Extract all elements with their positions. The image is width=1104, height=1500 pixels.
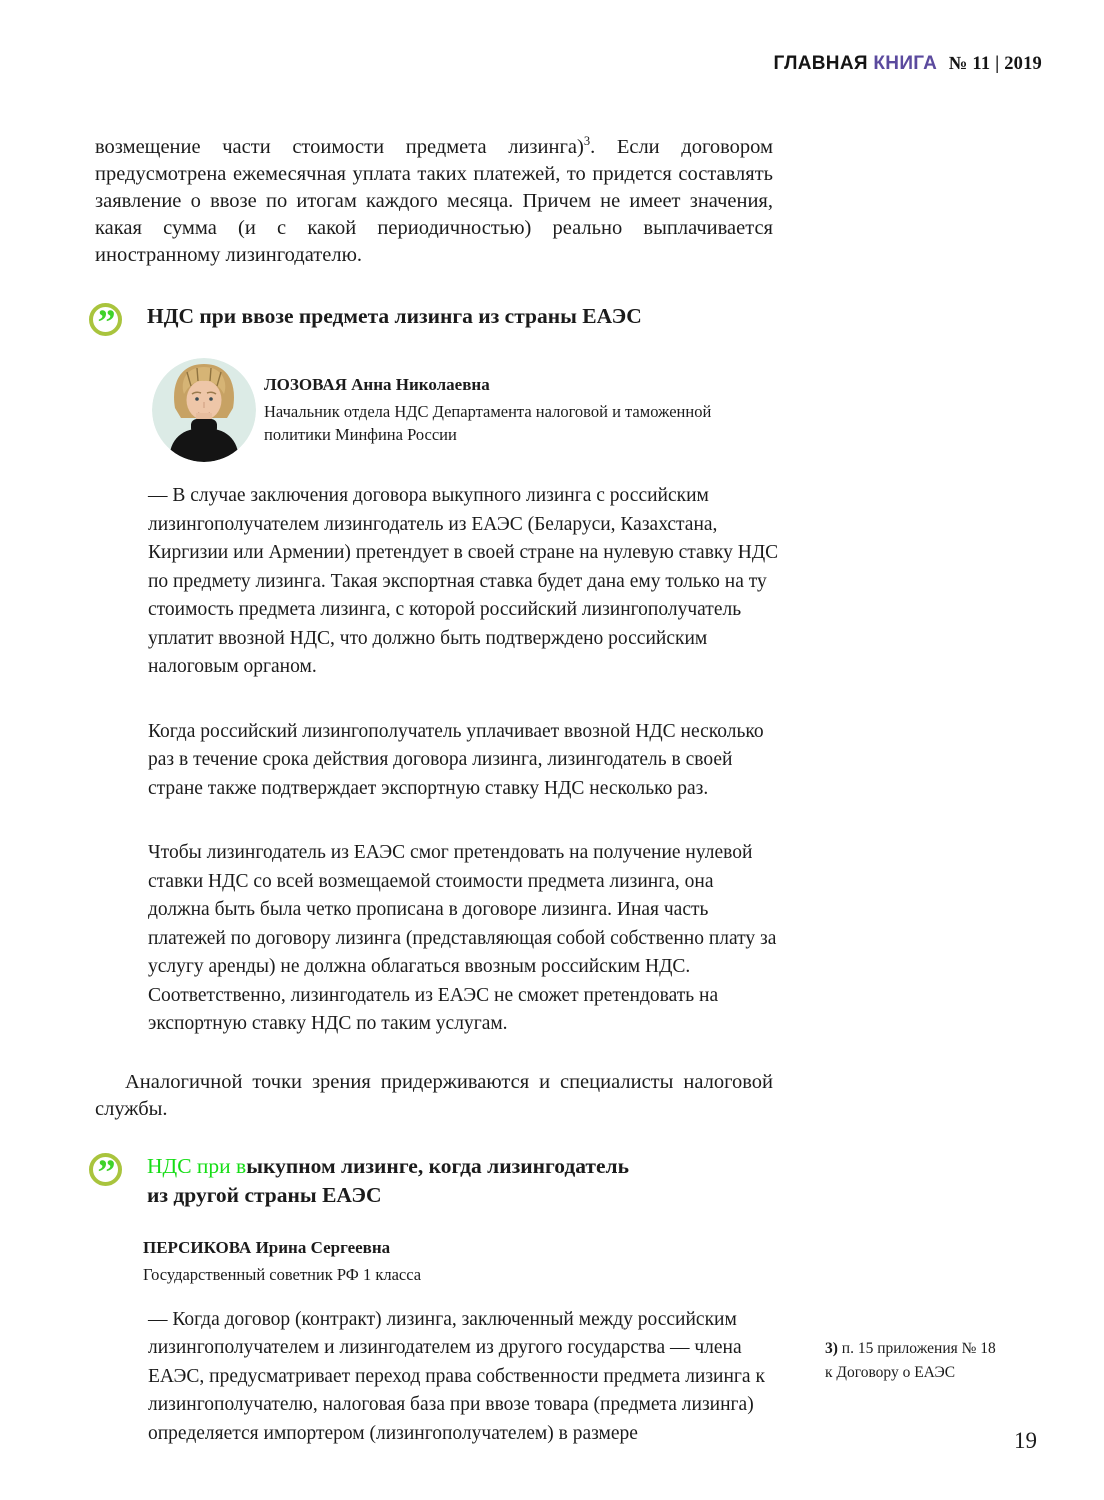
- quote-icon: [89, 303, 122, 336]
- footnote-line2: к Договору о ЕАЭС: [825, 1364, 956, 1381]
- author-info: [264, 358, 769, 462]
- main-column: [95, 134, 779, 1448]
- footnote-line1: п. 15 приложения № 18: [841, 1340, 996, 1357]
- author-name: ЛОЗОВАЯ Анна Николаевна: [264, 375, 490, 394]
- quote1-paragraph-3: Чтобы лизингодатель из ЕАЭС смог претендовать на получение нулевой ставки НДС со всей возмещаемой стоимости предмета лизинга, она должна быть была четко прописана в договоре лизинга. Иная часть платежей по договору лизинга (представляющая собой собственно плату за услугу аренды) не должна облагаться ввозным российским НДС. Соответственно, лизингодатель из ЕАЭС не сможет претендовать на экспортную ставку НДС по таким услугам.: [148, 842, 777, 1034]
- quote2-title-rest-line1: ыкупном лизинге, когда лизингодатель: [246, 1153, 629, 1178]
- double-quote-glyph: ”: [97, 303, 114, 336]
- quote-heading-row: [89, 301, 773, 336]
- author-role: Начальник отдела НДС Департамента налоговой и таможенной политики Минфина России: [264, 402, 712, 444]
- intro-text-after-footnote: . Если договором предусмотрена ежемесячная уплата таких платежей, то придется составлять заявление о ввозе по итогам каждого месяца. Причем не имеет значения, какая сумма (и с какой периодичностью) реально выплачивается иностранному лизингодателю.: [95, 136, 773, 266]
- quote1-title: НДС при ввозе предмета лизинга из страны ЕАЭС: [147, 304, 642, 328]
- quote-icon: [89, 1153, 122, 1186]
- quote-block-import-vat: [89, 301, 779, 1039]
- quote2-title-green-part: НДС при в: [147, 1153, 247, 1178]
- quote2-title-line2: из другой страны ЕАЭС: [147, 1182, 382, 1207]
- footnote-reference-3: 3: [583, 134, 591, 149]
- intro-paragraph: [95, 134, 773, 269]
- quote-block-buyout-leasing: [89, 1151, 773, 1449]
- author-block-persikova: [143, 1236, 773, 1286]
- quote1-paragraph-1: — В случае заключения договора выкупного лизинга с российским лизингополучателем лизингодатель из ЕАЭС (Беларуси, Казахстана, Киргизии или Армении) претендует в своей стране на нулевую ставку НДС по предмету лизинга. Такая экспортная ставка будет дана ему только на ту стоимость предмета лизинга, с которой российский лизингополучатель уплатит ввозной НДС, что должно быть подтверждено российским налоговым органом.: [148, 485, 779, 677]
- page-number: 19: [1014, 1428, 1037, 1453]
- author-role: Государственный советник РФ 1 класса: [143, 1264, 422, 1284]
- issue-number: № 11 | 2019: [948, 54, 1042, 74]
- author-name: ПЕРСИКОВА Ирина Сергеевна: [143, 1237, 391, 1257]
- author-block-lozovaya: [152, 358, 773, 462]
- double-quote-glyph: ”: [97, 1152, 114, 1186]
- quote2-paragraph-1: — Когда договор (контракт) лизинга, заключенный между российским лизингополучателем и лизингодателем из другого государства — члена ЕАЭС, предусматривает переход права собственности предмета лизинга к лизингополучателю, налоговая база при ввозе товара (предмета лизинга) определяется импортером (лизингополучателем) в размере: [148, 1308, 765, 1444]
- quote2-body: [148, 1306, 780, 1449]
- footnote-3: [825, 1337, 1065, 1385]
- interstitial-paragraph: Аналогичной точки зрения придерживаются и специалисты налоговой службы.: [95, 1070, 773, 1120]
- quote-heading-row: [89, 1151, 773, 1210]
- brand-name-black: ГЛАВНАЯ: [773, 53, 868, 74]
- intro-text-before-footnote: возмещение части стоимости предмета лизинга): [95, 136, 584, 158]
- quote1-paragraph-2: Когда российский лизингополучатель уплачивает ввозной НДС несколько раз в течение срока действия договора лизинга, лизингодатель в своей стране также подтверждает экспортную ставку НДС несколько раз.: [148, 720, 764, 799]
- author-photo: [152, 358, 256, 462]
- quote1-body: [148, 482, 780, 1039]
- quote2-title: [147, 1151, 629, 1210]
- masthead: [774, 53, 1042, 75]
- brand-name-purple: КНИГА: [873, 53, 938, 74]
- footnote-marker: 3): [825, 1340, 838, 1357]
